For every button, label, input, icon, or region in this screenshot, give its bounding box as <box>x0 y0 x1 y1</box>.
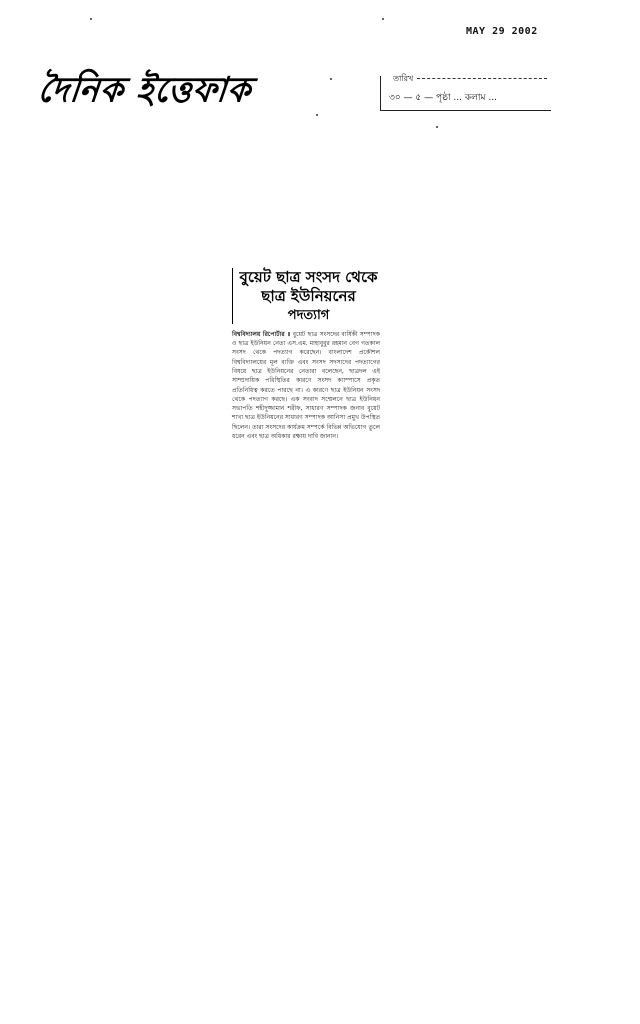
reference-box <box>380 76 551 111</box>
headline-line-3: পদত্যাগ <box>287 307 330 323</box>
headline-line-1: বুয়েট ছাত্র সংসদ থেকে <box>239 268 378 286</box>
article-body-text: বুয়েট ছাত্র সংসদের বার্ষিকী সম্পাদক ও ছাত্র ইউনিয়ন নেতা এস.এম. মাহাবুবুর রহমান বেগ গতকাল সংসদ থেকে পদত্যাগ করেছেন। বাংলাদেশ প্রকৌশল বিশ্ববিদ্যালয়ের মূল ব্যক্তি এবং সংসদ সদস্যদের পদত্যাগের বিষয়ে ছাত্র ইউনিয়নের নেতারা বলেছেন, ছাত্রদল এই সাম্প্রদায়িক পরিস্থিতির কারণে সংসদ ক্যাম্পাসে প্রকৃত প্রতিনিধিত্ব করতে পারছে না। এ কারণে ছাত্র ইউনিয়ন সংসদ থেকে পদত্যাগ করছে। এক সংবাদ সম্মেলনে ছাত্র ইউনিয়ন সভাপতি শহীদুজ্জামান শরীফ, সাধারণ সম্পাদক জনাব বুয়েট শাখা ছাত্র ইউনিয়নের সাধারণ সম্পাদক আনিসা প্রমুখ উপস্থিত ছিলেন। তারা সংসদের কার্যক্রম সম্পর্কে বিভিন্ন অভিযোগ তুলে ধরেন এবং ছাত্র অধিকার রক্ষায় দাবি জানান। <box>232 330 380 441</box>
reference-row-date <box>393 73 547 86</box>
article-dateline: বিশ্ববিদ্যালয় রিপোর্টার ॥ <box>232 330 291 338</box>
newspaper-masthead: দৈনিক ইত্তেফাক <box>36 68 254 110</box>
reference-date-label: তারিখ <box>393 74 414 83</box>
headline-line-2: ছাত্র ইউনিয়নের <box>261 286 356 305</box>
article-body <box>232 330 380 442</box>
news-clipping <box>232 268 380 441</box>
dashed-line <box>417 78 547 79</box>
reference-row-page: ৩০ — ৫ — পৃষ্ঠা ... কলাম ... <box>389 93 497 103</box>
article-headline <box>232 268 380 324</box>
received-date-stamp: MAY 29 2002 <box>466 26 538 37</box>
